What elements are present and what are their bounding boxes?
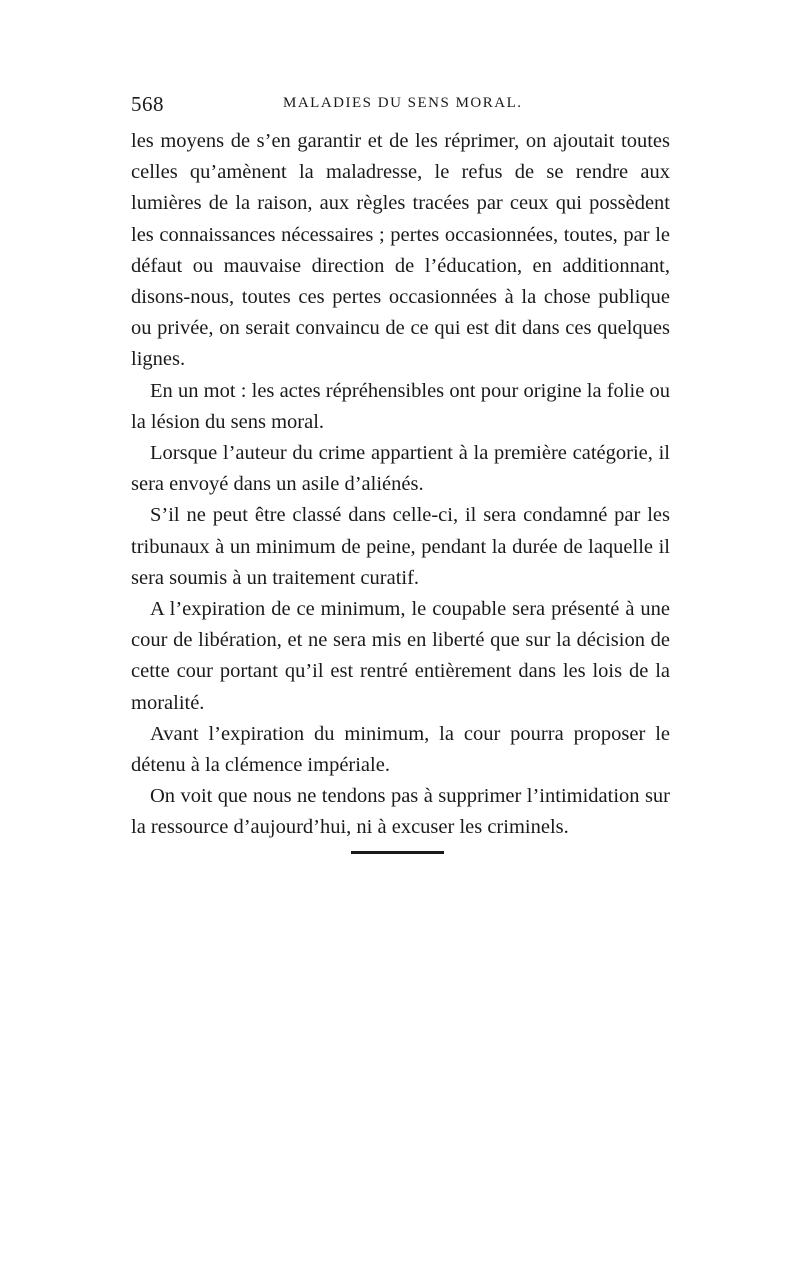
paragraph: A l’expiration de ce minimum, le coupable sera présenté à une cour de libération, et ne sera mis en liberté que sur la décision de cette cour portant qu’il est rentré entièrement dans les lois de la moralité. [131,598,670,714]
paragraph-continuation: les moyens de s’en garantir et de les réprimer, on ajoutait toutes celles qu’amènent la maladresse, le refus de se rendre aux lumières de la raison, aux règles tracées par ceux qui possèdent les connaissances nécessaires ; pertes occasionnées, toutes, par le défaut ou mauvaise direction de l’éducation, en additionnant, disons-nous, toutes ces pertes occasionnées à la chose publique ou privée, on serait convaincu de ce qui est dit dans ces quelques lignes. [131,130,670,371]
book-page [131,92,670,844]
paragraph: En un mot : les actes répréhensibles ont pour origine la folie ou la lésion du sens moral. [131,379,670,433]
running-header [131,92,670,118]
paragraph: Lorsque l’auteur du crime appartient à la première catégorie, il sera envoyé dans un asile d’aliénés. [131,442,670,496]
paragraph: S’il ne peut être classé dans celle-ci, il sera condamné par les tribunaux à un minimum de peine, pendant la durée de laquelle il sera soumis à un traitement curatif. [131,504,670,589]
running-title: MALADIES DU SENS MORAL. [283,95,523,111]
paragraph: Avant l’expiration du minimum, la cour pourra proposer le détenu à la clémence impériale. [131,722,670,777]
body-text [131,126,670,844]
page-number: 568 [131,92,164,116]
section-end-rule [351,851,444,854]
paragraph: On voit que nous ne tendons pas à supprimer l’intimidation sur la ressource d’aujourd’hui, ni à excuser les criminels. [131,785,670,839]
